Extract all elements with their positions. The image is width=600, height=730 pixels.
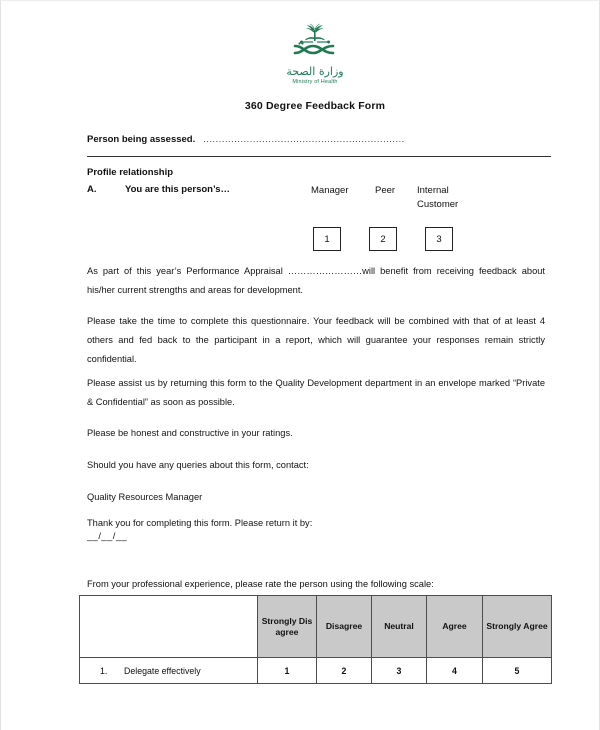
table-header-strongly-agree: Strongly Agree — [483, 596, 552, 658]
header-divider — [87, 156, 551, 157]
table-row-label: Delegate effectively — [124, 665, 201, 676]
table-header-item — [80, 596, 258, 658]
table-header-disagree: Disagree — [317, 596, 372, 658]
table-header-neutral: Neutral — [372, 596, 427, 658]
paragraph-queries-contact: Should you have any queries about this form, contact: — [87, 460, 309, 470]
rating-scale-intro: From your professional experience, please rate the person using the following scale: — [87, 579, 434, 589]
relationship-box-manager[interactable]: 1 — [313, 227, 341, 251]
paragraph-return-instructions: Please assist us by returning this form to the Quality Development department in an envelope marked “Private & Confidential” as soon as possible. — [87, 378, 545, 407]
relationship-option-internal-customer: Internal Customer — [417, 185, 459, 210]
return-by-date-field[interactable]: __/__/__ — [87, 531, 128, 541]
logo-arabic-text: وزارة الصحة — [286, 65, 344, 78]
table-cell-rating-5[interactable]: 5 — [483, 658, 552, 684]
relationship-option-peer: Peer — [375, 185, 396, 196]
rating-table — [79, 595, 552, 684]
logo-english-text: Ministry of Health — [292, 79, 338, 85]
table-header-agree: Agree — [427, 596, 483, 658]
ministry-logo — [79, 23, 551, 86]
relationship-option-manager: Manager — [311, 185, 349, 196]
table-cell-item — [80, 658, 258, 684]
person-being-assessed-row — [87, 134, 551, 145]
relationship-box-internal-customer[interactable]: 3 — [425, 227, 453, 251]
paragraph-questionnaire-confidential: Please take the time to complete this questionnaire. Your feedback will be combined with that of at least 4 others and fed back to the participant in a report, which will guarantee your responses remain strictly confidential. — [87, 316, 545, 364]
table-row-number: 1. — [100, 665, 108, 676]
question-letter: A. — [87, 184, 97, 195]
relationship-box-peer[interactable]: 2 — [369, 227, 397, 251]
person-being-assessed-label: Person being assessed. — [87, 134, 196, 145]
table-cell-rating-3[interactable]: 3 — [372, 658, 427, 684]
paragraph-thank-you: Thank you for completing this form. Please return it by: — [87, 518, 313, 528]
paragraph-appraisal-intro: As part of this year’s Performance Appraisal ……………………will benefit from receiving feedback about his/her current strengths and areas for development. — [87, 266, 545, 295]
relationship-checkbox-group — [87, 227, 551, 253]
saudi-moh-emblem-icon — [283, 23, 347, 65]
table-row — [80, 658, 552, 684]
page-title: 360 Degree Feedback Form — [244, 100, 386, 112]
table-header-row — [80, 596, 552, 658]
table-cell-rating-2[interactable]: 2 — [317, 658, 372, 684]
contact-role: Quality Resources Manager — [87, 492, 203, 502]
person-being-assessed-field[interactable]: ................................................................. — [203, 134, 405, 144]
table-cell-rating-1[interactable]: 1 — [258, 658, 317, 684]
question-text: You are this person’s… — [125, 184, 231, 195]
paragraph-honest-ratings: Please be honest and constructive in your ratings. — [87, 428, 293, 438]
profile-relationship-heading: Profile relationship — [87, 167, 174, 178]
table-cell-rating-4[interactable]: 4 — [427, 658, 483, 684]
table-header-strongly-disagree: Strongly Disagree — [258, 596, 317, 658]
